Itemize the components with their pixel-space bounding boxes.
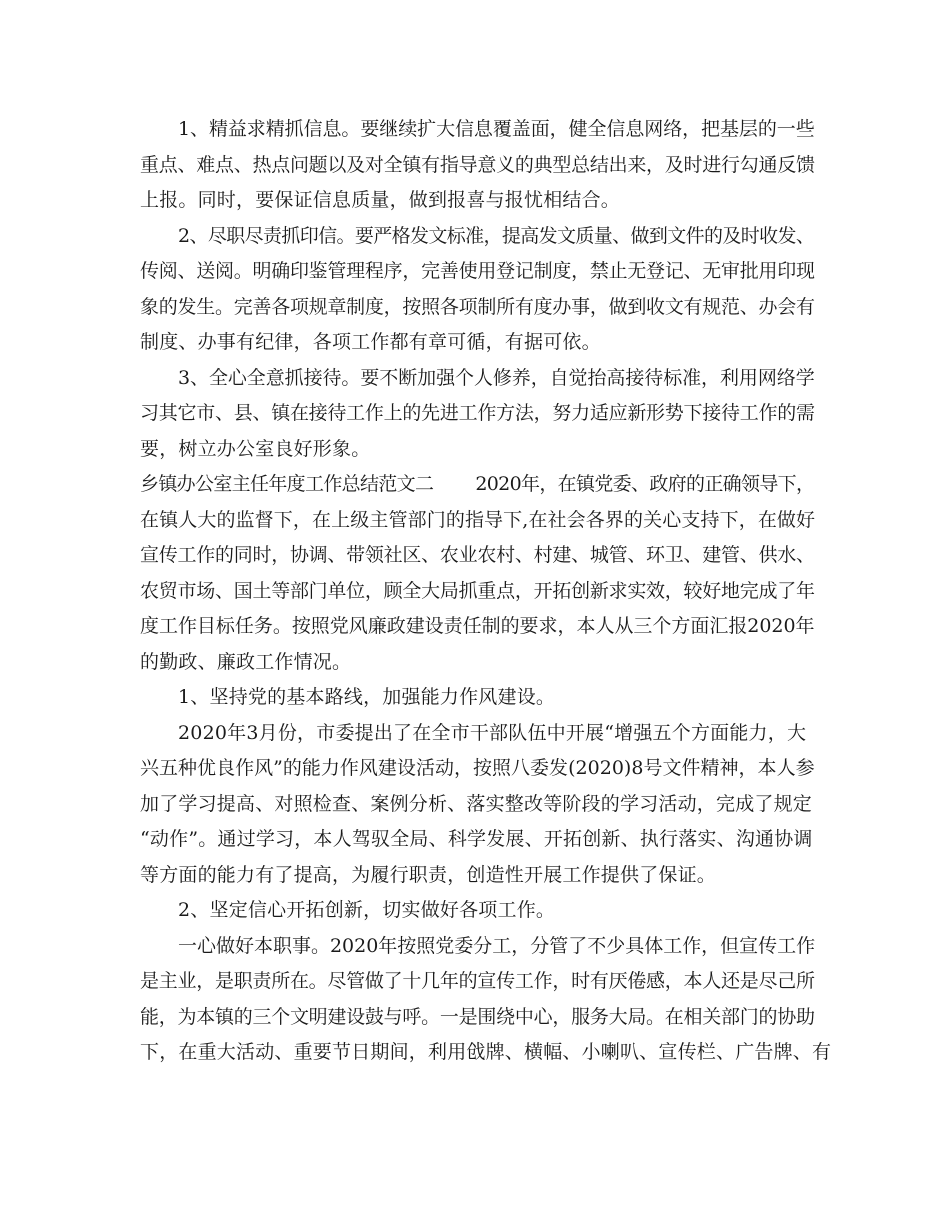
paragraph-p6 — [140, 716, 815, 894]
text-line: 一心做好本职事。2020年按照党委分工，分管了不少具体工作，但宣传工作 — [178, 934, 816, 957]
text-line: 2、坚定信心开拓创新，切实做好各项工作。 — [178, 899, 556, 921]
paragraph-p5 — [140, 680, 815, 716]
text-line: 下，在重大活动、重要节日期间，利用戗牌、横幅、小喇叭、宣传栏、广告牌、有 — [140, 1041, 832, 1063]
text-line: 象的发生。完善各项规章制度，按照各项制所有度办事，做到收文有规范、办会有 — [140, 295, 815, 318]
text-line: “动作”。通过学习，本人驾驭全局、科学发展、开拓创新、执行落实、沟通协调 — [140, 828, 813, 850]
text-line: 3、全心全意抓接待。要不断加强个人修养，自觉抬高接待标准，利用网络学 — [178, 366, 815, 389]
text-line: 兴五种优良作风”的能力作风建设活动，按照八委发(2020)8号文件精神，本人参 — [140, 757, 815, 779]
text-line: 农贸市场、国土等部门单位，顾全大局抓重点，开拓创新求实效，较好地完成了年 — [140, 579, 815, 602]
paragraph-p7 — [140, 893, 815, 929]
text-line: 1、坚持党的基本路线，加强能力作风建设。 — [178, 686, 556, 708]
text-line: 度工作目标任务。按照党风廉政建设责任制的要求，本人从三个方面汇报2020年 — [140, 615, 815, 637]
text-line: 能，为本镇的三个文明建设鼓与呼。一是围绕中心，服务大局。在相关部门的协助 — [140, 1005, 815, 1028]
text-line: 是主业，是职责所在。尽管做了十几年的宣传工作，时有厌倦感，本人还是尽己所 — [140, 970, 815, 992]
text-line: 传阅、送阅。明确印鉴管理程序，完善使用登记制度，禁止无登记、无审批用印现 — [140, 260, 815, 282]
text-line: 加了学习提高、对照检查、案例分析、落实整改等阶段的学习活动，完成了规定 — [140, 792, 813, 815]
text-line: 上报。同时，要保证信息质量，做到报喜与报忧相结合。 — [140, 189, 621, 211]
text-line: 等方面的能力有了提高，为履行职责，创造性开展工作提供了保证。 — [140, 863, 717, 886]
text-line: 乡镇办公室主任年度工作总结范文二 2020年，在镇党委、政府的正确领导下， — [140, 473, 815, 495]
paragraph-p8 — [140, 929, 832, 1071]
text-line: 在镇人大的监督下，在上级主管部门的指导下,在社会各界的关心支持下，在做好 — [140, 508, 816, 531]
paragraph-p2 — [140, 219, 815, 361]
text-line: 2、尽职尽责抓印信。要严格发文标准，提高发文质量、做到文件的及时收发、 — [178, 224, 815, 247]
text-line: 制度、办事有纪律，各项工作都有章可循，有据可依。 — [140, 331, 601, 353]
text-line: 习其它市、县、镇在接待工作上的先进工作方法，努力适应新形势下接待工作的需 — [140, 402, 815, 424]
text-line: 1、精益求精抓信息。要继续扩大信息覆盖面，健全信息网络，把基层的一些 — [178, 118, 815, 140]
text-line: 要，树立办公室良好形象。 — [140, 437, 371, 460]
text-line: 的勤政、廉政工作情况。 — [140, 650, 352, 673]
paragraph-p3 — [140, 361, 815, 468]
text-line: 宣传工作的同时，协调、带领社区、农业农村、村建、城管、环卫、建管、供水、 — [140, 544, 815, 566]
text-line: 重点、难点、热点问题以及对全镇有指导意义的典型总结出来，及时进行勾通反馈 — [140, 153, 815, 176]
paragraph-p1 — [140, 112, 815, 219]
text-line: 2020年3月份，市委提出了在全市干部队伍中开展“增强五个方面能力，大 — [178, 721, 807, 744]
paragraph-p4 — [140, 467, 815, 680]
document-page — [140, 112, 832, 1071]
